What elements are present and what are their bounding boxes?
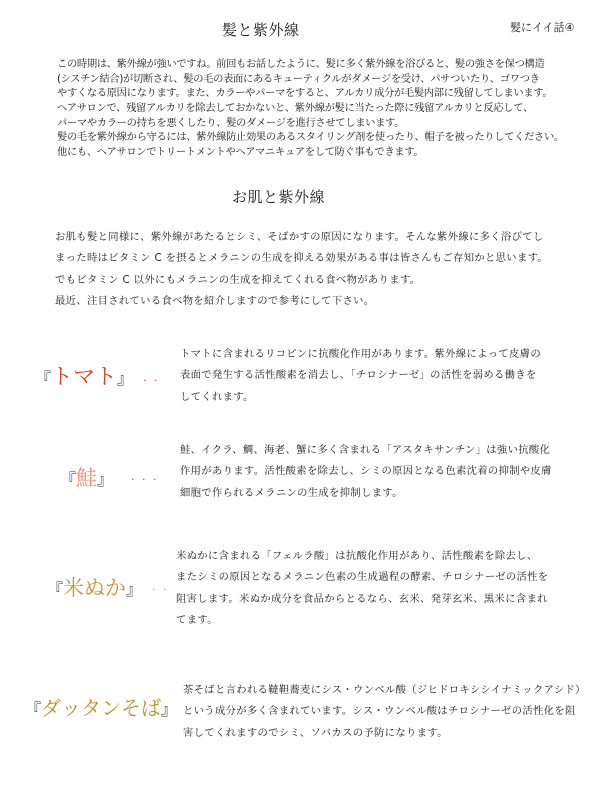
description-line: トマトに含まれるリコピンに抗酸化作用があります。紫外線によって皮膚の (180, 348, 541, 360)
food-name: ダッタンそば (41, 696, 162, 720)
description-line: 細胞で作られるメラニンの生成を抑制します。 (180, 486, 403, 499)
bracket-open: 『 (47, 580, 64, 599)
paragraph-line: でもビタミン C 以外にもメラニンの生成を抑えてくれる食べ物があります。 (55, 273, 421, 286)
food-name: トマト (51, 365, 118, 390)
food-description-salmon (180, 440, 552, 504)
bracket-close: 』 (161, 700, 178, 719)
series-label: 髪にイイ話④ (510, 21, 575, 34)
food-name: 米ぬか (63, 576, 127, 600)
section-title-skin: お肌と紫外線 (232, 188, 326, 206)
food-label-salmon (60, 462, 113, 492)
description-line: 害してくれますのでシミ、ソバカスの予防になります。 (183, 726, 448, 739)
leader-dots: . . . (131, 470, 159, 483)
page-title: 髪と紫外線 (222, 21, 300, 39)
description-line: てます。 (176, 614, 218, 627)
food-label-rice-bran (47, 572, 142, 602)
food-description-tomato (180, 344, 541, 408)
paragraph-line: お肌も髪と同様に、紫外線があたるとシミ、そばかすの原因になります。そんな紫外線に多く浴びてし (55, 231, 544, 243)
paragraph-line: ヘアサロンで、残留アルカリを除去しておかないと、紫外線が髪に当たった際に残留アルカリと反応して、 (57, 102, 533, 115)
bracket-open: 『 (60, 470, 77, 489)
description-line: 鮭、イクラ、鯛、海老、蟹に多く含まれる「アスタキサンチン」は強い抗酸化 (180, 444, 551, 456)
bracket-open: 『 (35, 369, 52, 388)
leader-dots: . . (152, 580, 169, 593)
paragraph-line: この時期は、紫外線が強いですね。前回もお話したように、髪に多く紫外線を浴びると、髪の強さを保つ構造 (57, 58, 545, 70)
paragraph-line: 他にも、ヘアサロンでトリートメントやヘアマニキュアをして防ぐ事もできます。 (57, 146, 424, 159)
food-label-buckwheat (25, 692, 177, 721)
description-line: またシミの原因となるメラニン色素の生成過程の酵素、チロシナーゼの活性を (176, 571, 549, 584)
paragraph-line: (シスチン結合)が切断され、髪の毛の表面にあるキューティクルがダメージを受け、パサついたり、ゴワつき (57, 72, 540, 85)
bracket-close: 』 (126, 580, 143, 599)
food-label-tomato (35, 360, 133, 391)
food-description-buckwheat (183, 680, 586, 744)
bracket-open: 『 (25, 700, 42, 719)
skin-paragraph (55, 227, 605, 313)
paragraph-line: パーマやカラーの持ちを悪くしたり、髪のダメージを進行させてしまいます。 (57, 116, 405, 129)
paragraph-line: 最近、注目されている食べ物を紹介しますので参考にして下さい。 (55, 295, 375, 308)
description-line: 表面で発生する活性酸素を消去し、「チロシナーゼ」の活性を弱める働きを (180, 369, 537, 382)
bracket-close: 』 (117, 369, 134, 388)
description-line: という成分が多く含まれています。シス・ウンベル酸はチロシナーゼの活性化を阻 (183, 705, 576, 718)
hair-paragraph (57, 57, 610, 160)
paragraph-line: 髪の毛を紫外線から守るには、紫外線防止効果のあるスタイリング剤を使ったり、帽子を被ったりしてください。 (57, 131, 564, 144)
paragraph-line: やすくなる原因になります。また、カラーやパーマをすると、アルカリ成分が毛髪内部に残留してしまいます。 (57, 87, 553, 100)
description-line: 作用があります。活性酸素を除去し、シミの原因となる色素沈着の抑制や皮膚 (180, 465, 552, 478)
food-description-rice-bran (176, 546, 548, 632)
leader-dots: . . (143, 371, 160, 384)
description-line: 阻害します。米ぬか成分を食品からとるなら、玄米、発芽玄米、黒米に含まれ (176, 592, 548, 605)
description-line: 米ぬかに含まれる「フェルラ酸」は抗酸化作用があり、活性酸素を除去し、 (176, 550, 538, 562)
description-line: してくれます。 (180, 390, 254, 403)
paragraph-line: まった時はビタミン C を摂るとメラニンの生成を抑える効果がある事は皆さんもご存知かと思います。 (55, 252, 549, 265)
description-line: 茶そばと言われる韃靼蕎麦にシス・ウンベル酸（ジヒドロキシシイナミックアシド） (183, 684, 586, 696)
food-name: 鮭 (76, 466, 98, 490)
bracket-close: 』 (97, 470, 114, 489)
